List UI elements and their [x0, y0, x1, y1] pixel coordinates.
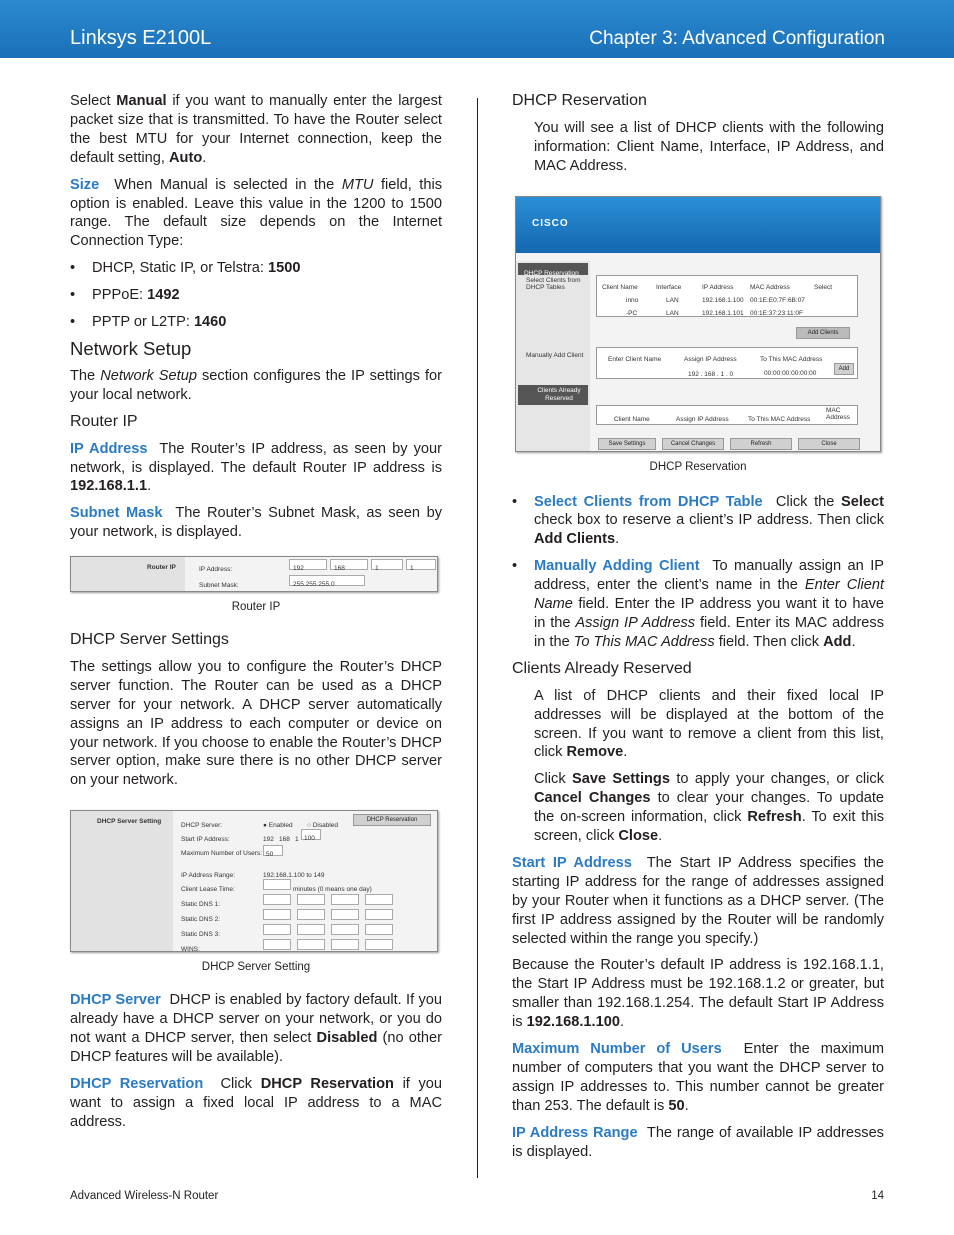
dhcp-reservation-button[interactable]: DHCP Reservation — [353, 814, 431, 826]
router-ip-heading: Router IP — [70, 412, 138, 430]
list-item: • PPTP or L2TP: 1460 — [70, 313, 442, 332]
subnet-paragraph: Subnet Mask The Router’s Subnet Mask, as seen by your network, is displayed. — [70, 505, 442, 541]
cisco-logo: CISCO — [532, 217, 569, 229]
column-divider — [477, 98, 478, 1178]
dhcp-reservation-caption: DHCP Reservation — [649, 460, 747, 473]
dhcp-reservation-paragraph: DHCP Reservation Click DHCP Reservation if you want to assign a fixed local IP address to a MAC address. — [70, 1075, 442, 1130]
chapter-title: Chapter 3: Advanced Configuration — [589, 28, 885, 49]
list-item: • Select Clients from DHCP Table Click the Select check box to reserve a client’s IP address. Then click Add Clients. — [512, 493, 884, 550]
mtu-size-list — [70, 259, 442, 332]
list-item: • Manually Adding Client To manually assign an IP address, enter the client’s name in the Enter Client Name field. Enter the IP address you want it to have in the Assign IP Address field. Enter its MAC address in the To This MAC Address field. Then click Add. — [512, 557, 884, 652]
save-cancel-paragraph: Click Save Settings to apply your changes, or click Cancel Changes to clear your changes. To update the on-screen information, click Refresh. To exit this screen, click Close. — [534, 771, 885, 845]
page-header — [0, 0, 954, 58]
list-item: • DHCP, Static IP, or Telstra: 1500 — [70, 259, 442, 278]
list-item: • PPPoE: 1492 — [70, 286, 442, 305]
left-column — [70, 92, 442, 1140]
router-ip-caption: Router IP — [231, 601, 281, 614]
ip-address-paragraph: IP Address The Router’s IP address, as seen by your network, is displayed. The default Router IP address is 192.168.1.1. — [70, 440, 442, 495]
page-number: 14 — [871, 1190, 884, 1202]
product-title: Linksys E2100L — [70, 27, 212, 49]
because-paragraph: Because the Router’s default IP address is 192.168.1.1, the Start IP Address must be 192.168.1.2 or greater, but smaller than 192.168.1.254. The default Start IP Address is 192.168.1.100. — [512, 957, 884, 1031]
start-ip-paragraph: Start IP Address The Start IP Address specifies the starting IP address for the range of addresses assigned by your Router when it functions as a DHCP server. (The first IP address assigned by the Router will be randomly selected within the range you specify.) — [512, 854, 884, 947]
size-paragraph: Size When Manual is selected in the MTU field, this option is enabled. Leave this value in the 1200 to 1500 range. The default size depends on the Internet Connection Type: — [70, 176, 442, 250]
network-setup-heading: Network Setup — [70, 337, 192, 359]
ip-range-paragraph: IP Address Range The range of available IP addresses is displayed. — [512, 1124, 884, 1160]
dhcp-server-settings-heading: DHCP Server Settings — [70, 631, 229, 649]
network-setup-paragraph: The Network Setup section configures the IP settings for your local network. — [70, 367, 442, 403]
right-column — [512, 92, 884, 1170]
clients-reserved-paragraph: A list of DHCP clients and their fixed local IP addresses will be displayed at the bottom of the screen. If you want to remove a client from this list, click Remove. — [534, 687, 884, 761]
reservation-paragraph: You will see a list of DHCP clients with the following information: Client Name, Interface, IP Address, and MAC Address. — [534, 119, 884, 174]
dhcp-server-figure: DHCP Server Setting DHCP Server: Start IP Address: Maximum Number of Users: IP Address Range: Client Lease Time: Static DNS 1: Static DNS 2: Static DNS 3: WINS: ● Enabled ○ Disabled DHCP Reservation 192 168 1 100 50 192.168.1.100 to 149 minutes (0 means one day) — [70, 810, 438, 952]
clients-reserved-heading: Clients Already Reserved — [512, 659, 692, 677]
dhcp-server-caption: DHCP Server Setting — [201, 961, 311, 974]
manual-paragraph: Select Manual if you want to manually enter the largest packet size that is transmitted. To have the Router select the best MTU for your Internet connection, keep the default setting, Auto. — [70, 93, 442, 166]
reservation-list — [512, 493, 884, 652]
dhcp-reservation-heading: DHCP Reservation — [512, 92, 647, 109]
dhcp-reservation-figure: CISCO DHCP Reservation Select Clients from DHCP Tables Manually Add Client Clients Already Reserved Client Name Interface IP Address MAC Address Select inno LAN 192.168.1.100 00:1E:E0:7F:6B:07 -PC LAN 192.168.1.101 00:1E:37:23:11:0F Add Clients Enter Client Name Assign IP Address To This MAC Address 192 . 168 . 1 . 0 00:00:00:00:00:00 Add Client Name Assign IP Address To This MAC Address MAC Address Save Settings Cancel Changes Refresh Close — [515, 196, 881, 452]
dhcp-server-paragraph: DHCP Server DHCP is enabled by factory default. If you already have a DHCP server on your network, or you do not want a DHCP server, then select Disabled (no other DHCP features will be available). — [70, 992, 443, 1065]
max-users-paragraph: Maximum Number of Users Enter the maximum number of computers that you want the DHCP server to assign IP addresses to. This number cannot be greater than 253. The default is 50. — [512, 1041, 884, 1114]
footer-product: Advanced Wireless-N Router — [70, 1190, 219, 1202]
size-term: Size — [70, 176, 100, 193]
dhcp-settings-paragraph: The settings allow you to configure the Router’s DHCP server function. The Router can be used as a DHCP server for your network. A DHCP server automatically assigns an IP address to each computer or device on your network. If you choose to enable the Router’s DHCP server option, make sure there is no other DHCP server on your network. — [70, 658, 442, 789]
router-ip-figure: Router IP IP Address: Subnet Mask: 192 168 1 1 255.255.255.0 — [70, 556, 438, 592]
